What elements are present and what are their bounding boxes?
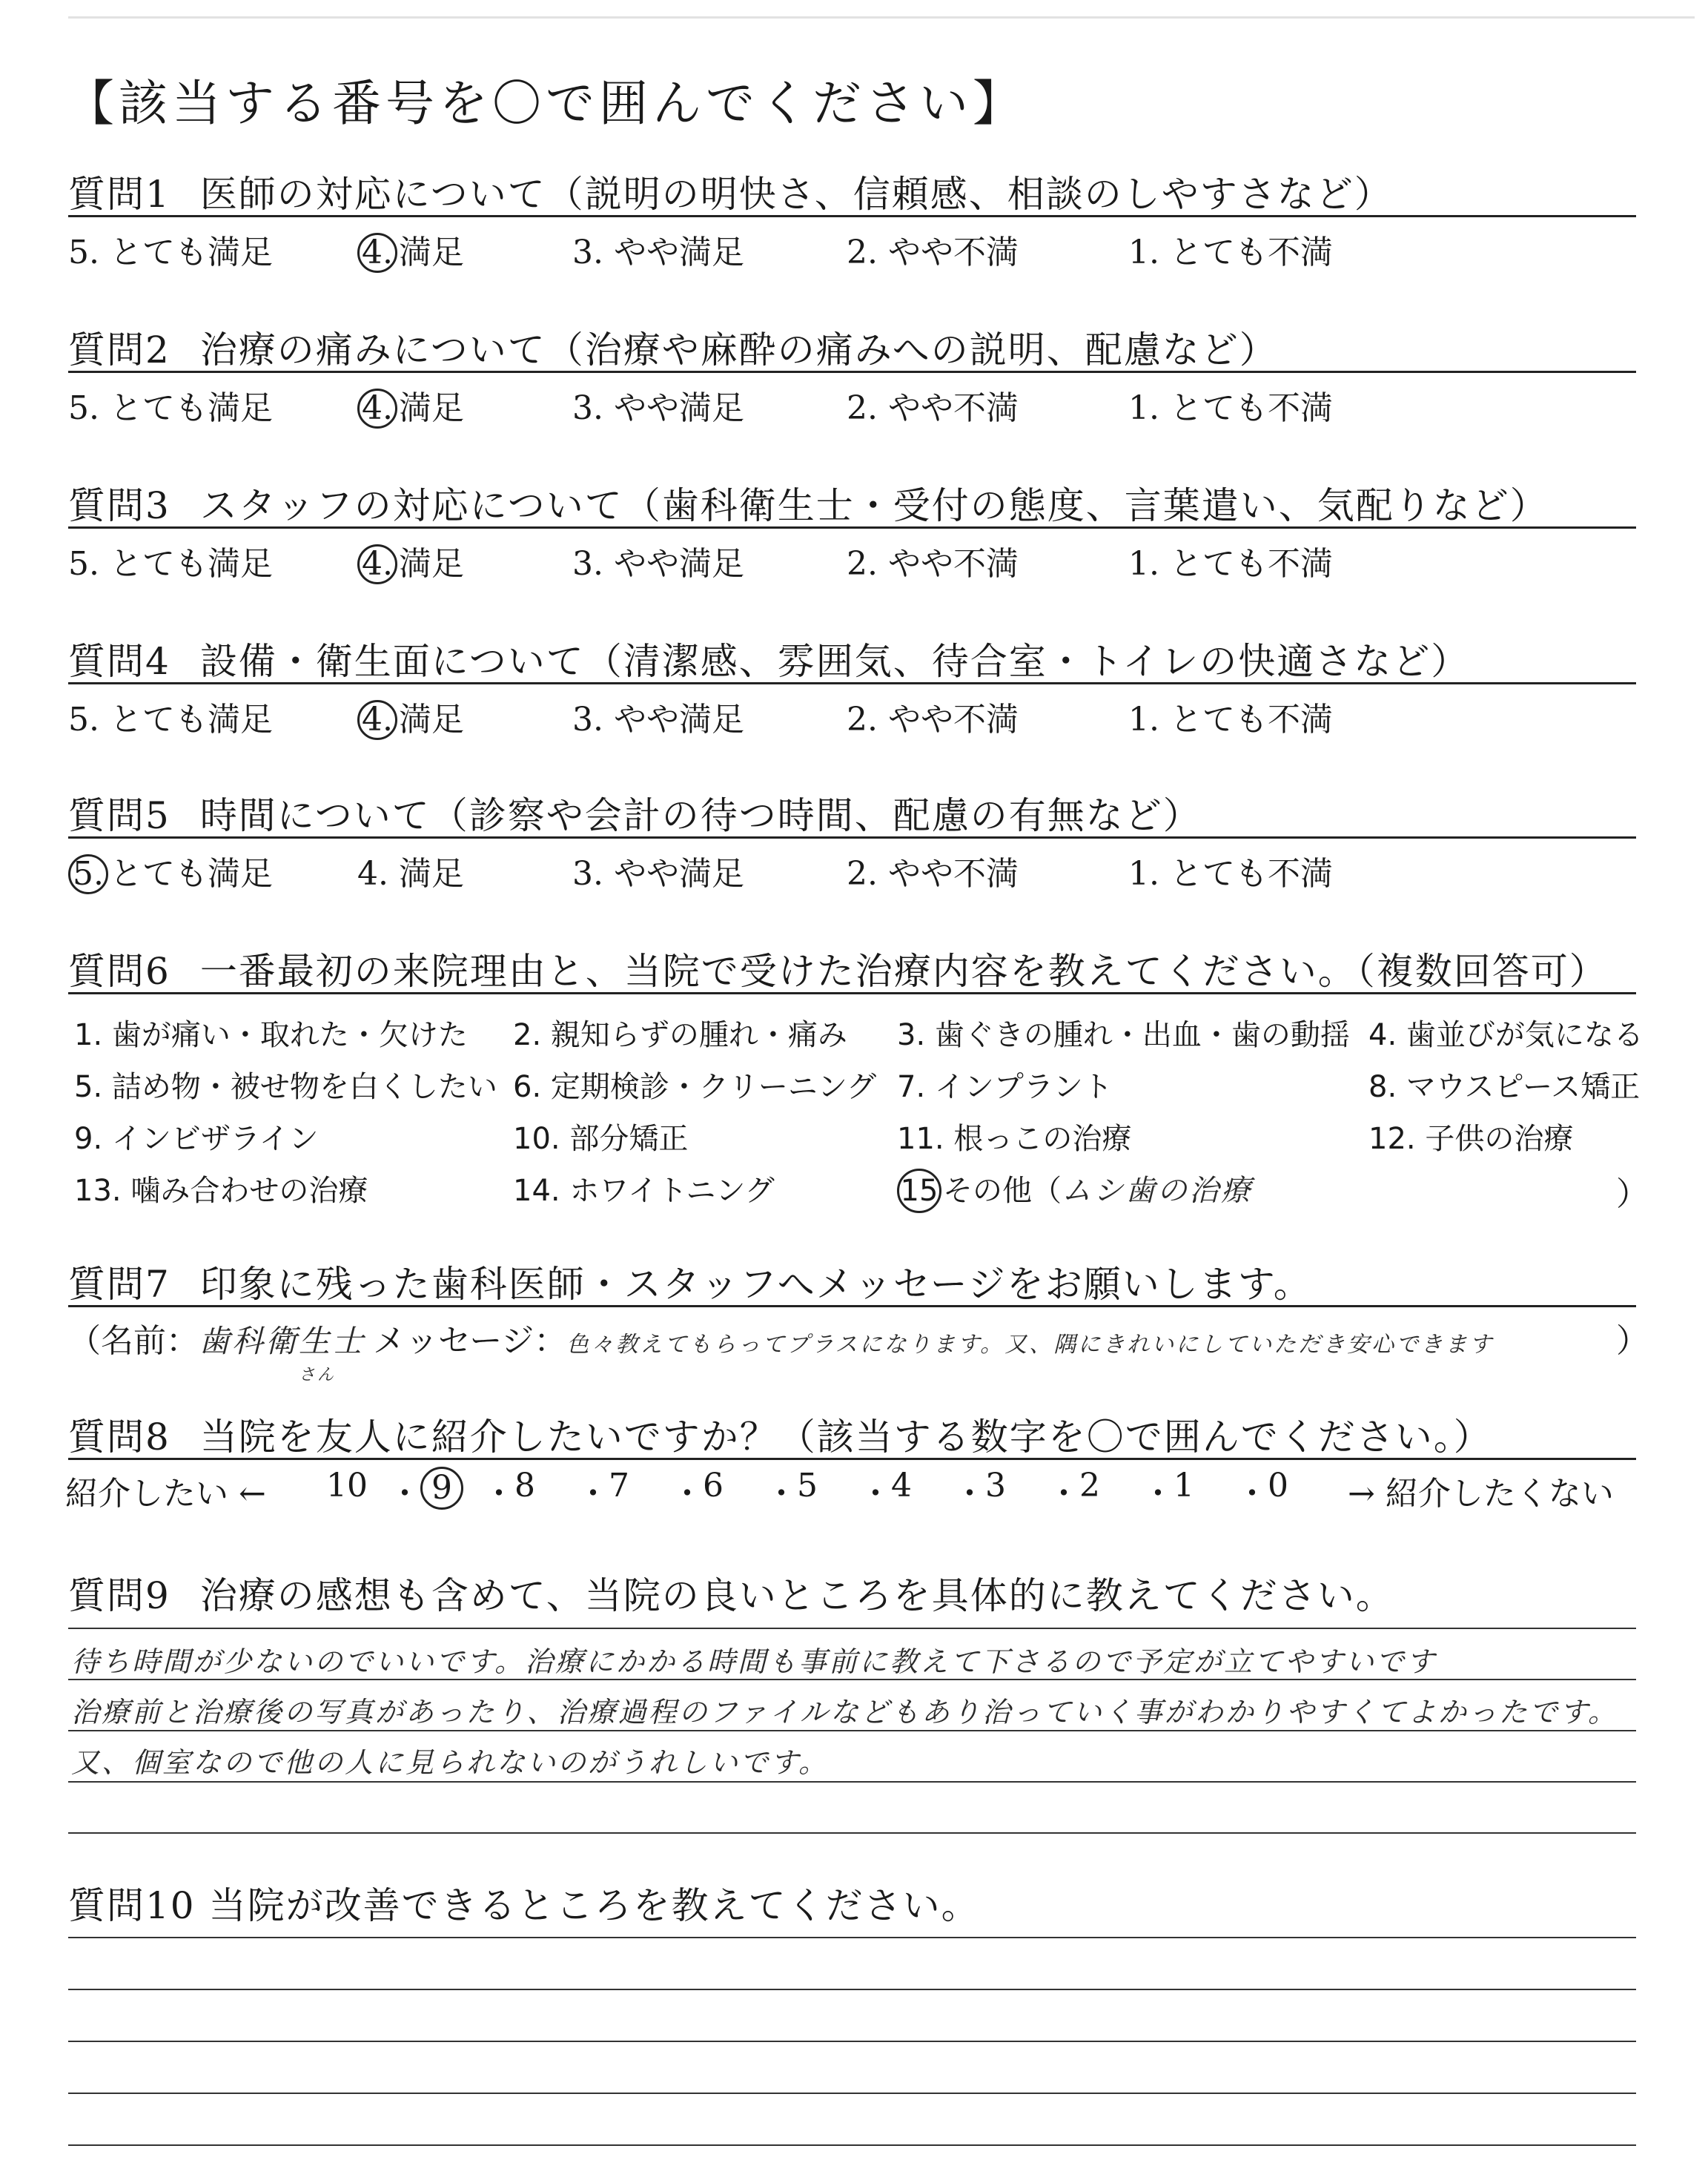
question-6-underline (68, 992, 1636, 994)
rating-option[interactable] (357, 693, 464, 740)
scale-value[interactable]: 10 (326, 1467, 368, 1505)
scale-value[interactable]: 2 (1079, 1467, 1100, 1505)
question-number: 質問1 (68, 173, 171, 216)
question-2-underline (68, 371, 1636, 373)
rating-option[interactable]: 1. とても不満 (1128, 545, 1333, 583)
staff-name-suffix: さん (299, 1366, 337, 1384)
name-label: （名前： (68, 1322, 199, 1360)
question-4-title (68, 632, 1469, 685)
question-number: 質問6 (68, 950, 171, 993)
scale-value[interactable]: 1 (1174, 1467, 1194, 1505)
question-3-underline (68, 526, 1636, 529)
question-text: 一番最初の来院理由と、当院で受けた治療内容を教えてください。（複数回答可） (199, 950, 1608, 993)
question-8-underline (68, 1458, 1636, 1460)
rating-option[interactable]: 5. とても満足 (68, 234, 273, 271)
answer-line (68, 1989, 1636, 1990)
question-9-title (68, 1566, 1394, 1619)
rating-option[interactable]: 3. やや満足 (572, 234, 744, 271)
selected-circle: 4. (357, 233, 397, 273)
choice-item[interactable]: 11. 根っこの治療 (897, 1122, 1132, 1156)
question-text: 設備・衛生面について（清潔感、雰囲気、待合室・トイレの快適さなど） (199, 640, 1470, 683)
scale-value[interactable]: 3 (985, 1467, 1006, 1505)
page-title: 【該当する番号を〇で囲んでください】 (65, 75, 1026, 132)
selected-circle: 15 (897, 1169, 941, 1213)
selected-circle: 9 (420, 1467, 463, 1510)
rating-option[interactable]: 2. やや不満 (847, 855, 1019, 893)
scale-separator: ・ (388, 1475, 421, 1513)
scale-separator: ・ (1047, 1475, 1080, 1513)
scale-value[interactable]: 6 (703, 1467, 724, 1505)
scale-value[interactable] (420, 1467, 465, 1510)
question-text: 治療の感想も含めて、当院の良いところを具体的に教えてください。 (199, 1574, 1394, 1617)
choice-item[interactable]: 12. 子供の治療 (1368, 1122, 1574, 1156)
close-paren: ） (1616, 1175, 1649, 1213)
scale-left-label: 紹介したい ← (65, 1475, 266, 1513)
answer-line (68, 1628, 1636, 1629)
answer-line (68, 2041, 1636, 2042)
question-2-title (68, 320, 1278, 374)
selected-circle: 4. (357, 700, 397, 740)
choice-item[interactable]: 7. インプラント (897, 1070, 1113, 1104)
question-5-underline (68, 836, 1636, 839)
staff-message: 色々教えてもらってプラスになります。又、隅にきれいにしていただき安心できます (566, 1332, 1494, 1358)
option-label: 満足 (399, 701, 464, 739)
selected-circle: 4. (357, 544, 397, 584)
choice-item[interactable]: 9. インビザライン (74, 1122, 319, 1156)
scale-separator: ・ (765, 1475, 798, 1513)
rating-option[interactable]: 2. やや不満 (847, 234, 1019, 271)
question-number: 質問3 (68, 484, 171, 527)
choice-item[interactable]: 3. 歯ぐきの腫れ・出血・歯の動揺 (897, 1018, 1350, 1052)
question-text: 当院を友人に紹介したいですか？（該当する数字を〇で囲んでください。） (199, 1416, 1492, 1459)
close-paren: ） (1616, 1322, 1649, 1360)
selected-circle: 5. (68, 854, 108, 894)
staff-message-row (68, 1314, 1494, 1384)
scale-value[interactable]: 7 (609, 1467, 629, 1505)
scale-separator: ・ (1142, 1475, 1174, 1513)
rating-options (0, 225, 1708, 270)
rating-option[interactable]: 1. とても不満 (1128, 855, 1333, 893)
question-3-title (68, 476, 1549, 529)
other-answer: ムシ歯の治療 (1062, 1174, 1253, 1208)
scale-separator: ・ (671, 1475, 704, 1513)
choice-item[interactable]: 10. 部分矯正 (513, 1122, 689, 1156)
question-6-title (68, 942, 1608, 995)
answer-line (68, 2144, 1636, 2146)
rating-option[interactable] (68, 847, 273, 894)
scale-separator: ・ (1236, 1475, 1268, 1513)
rating-options (0, 381, 1708, 426)
scale-right-label: → 紹介したくない (1348, 1475, 1614, 1513)
choice-item[interactable]: 5. 詰め物・被せ物を白くしたい (74, 1070, 497, 1104)
option-label: 満足 (399, 389, 464, 427)
answer-line (68, 2093, 1636, 2094)
handwritten-answer-line: 又、個室なので他の人に見られないのがうれしいです。 (71, 1746, 829, 1779)
rating-option[interactable]: 3. やや満足 (572, 545, 744, 583)
question-text: 治療の痛みについて（治療や麻酔の痛みへの説明、配慮など） (199, 328, 1278, 371)
question-1-title (68, 165, 1393, 218)
question-8-title (68, 1407, 1492, 1461)
question-number: 質問8 (68, 1416, 171, 1459)
rating-option[interactable] (357, 381, 464, 429)
choice-item[interactable]: 4. 歯並びが気になる (1368, 1018, 1644, 1052)
rating-option[interactable]: 1. とても不満 (1128, 234, 1333, 271)
rating-option[interactable]: 2. やや不満 (847, 389, 1019, 427)
answer-line (68, 1781, 1636, 1783)
option-label: 満足 (399, 234, 464, 271)
rating-option[interactable]: 1. とても不満 (1128, 701, 1333, 739)
rating-option[interactable]: 2. やや不満 (847, 545, 1019, 583)
rating-option[interactable]: 4. 満足 (357, 855, 464, 893)
question-text: 医師の対応について（説明の明快さ、信頼感、相談のしやすさなど） (199, 173, 1393, 216)
rating-option[interactable]: 5. とても満足 (68, 545, 273, 583)
scale-separator: ・ (859, 1475, 892, 1513)
question-5-title (68, 786, 1202, 839)
rating-options (0, 537, 1708, 581)
option-label: とても満足 (110, 855, 273, 893)
rating-option[interactable] (357, 225, 464, 273)
question-number: 質問5 (68, 794, 171, 837)
rating-options (0, 693, 1708, 737)
rating-option[interactable]: 5. とても満足 (68, 701, 273, 739)
selected-circle: 4. (357, 389, 397, 429)
question-number: 質問10 (68, 1884, 196, 1927)
rating-option[interactable]: 5. とても満足 (68, 389, 273, 427)
rating-option[interactable]: 3. やや満足 (572, 855, 744, 893)
handwritten-answer-line: 待ち時間が少ないのでいいです。治療にかかる時間も事前に教えて下さるので予定が立てやすいです (71, 1645, 1437, 1678)
top-divider (68, 16, 1695, 19)
rating-options (0, 847, 1708, 891)
choice-15-other[interactable] (897, 1167, 1253, 1213)
question-text: スタッフの対応について（歯科衛生士・受付の態度、言葉遣い、気配りなど） (199, 484, 1549, 527)
question-text: 当院が改善できるところを教えてください。 (208, 1884, 980, 1927)
scale-value[interactable]: 0 (1268, 1467, 1288, 1505)
question-7-title (68, 1255, 1312, 1308)
choice-item[interactable]: 6. 定期検診・クリーニング (513, 1070, 877, 1104)
scale-value[interactable]: 8 (514, 1467, 535, 1505)
question-number: 質問9 (68, 1574, 171, 1617)
question-1-underline (68, 215, 1636, 217)
scale-value[interactable]: 4 (891, 1467, 912, 1505)
question-number: 質問2 (68, 328, 171, 371)
question-number: 質問4 (68, 640, 171, 683)
answer-line (68, 1730, 1636, 1731)
question-text: 印象に残った歯科医師・スタッフへメッセージをお願いします。 (199, 1263, 1312, 1306)
rating-option[interactable]: 1. とても不満 (1128, 389, 1333, 427)
scale-separator: ・ (483, 1475, 515, 1513)
rating-option[interactable]: 3. やや満足 (572, 701, 744, 739)
scale-value[interactable]: 5 (797, 1467, 818, 1505)
question-7-underline (68, 1305, 1636, 1307)
answer-line (68, 1937, 1636, 1938)
choice-item[interactable]: 14. ホワイトニング (513, 1174, 775, 1208)
question-4-underline (68, 682, 1636, 684)
option-label: 満足 (399, 545, 464, 583)
rating-option[interactable]: 2. やや不満 (847, 701, 1019, 739)
question-10-title (68, 1876, 980, 1929)
handwritten-answer-line: 治療前と治療後の写真があったり、治療過程のファイルなどもあり治っていく事がわかりやすくてよかったです。 (71, 1696, 1618, 1728)
scale-separator: ・ (953, 1475, 986, 1513)
question-text: 時間について（診察や会計の待つ時間、配慮の有無など） (199, 794, 1202, 837)
message-label: メッセージ： (373, 1322, 567, 1360)
question-number: 質問7 (68, 1263, 171, 1306)
rating-option[interactable]: 3. やや満足 (572, 389, 744, 427)
answer-line (68, 1832, 1636, 1834)
scale-separator: ・ (577, 1475, 609, 1513)
other-label: その他（ (943, 1174, 1062, 1208)
rating-option[interactable] (357, 537, 464, 584)
choice-item[interactable]: 13. 噛み合わせの治療 (74, 1174, 368, 1208)
choice-item[interactable]: 2. 親知らずの腫れ・痛み (513, 1018, 847, 1052)
choice-item[interactable]: 8. マウスピース矯正 (1368, 1070, 1641, 1104)
choice-item[interactable]: 1. 歯が痛い・取れた・欠けた (74, 1018, 468, 1052)
staff-name: 歯科衛生士 (199, 1323, 366, 1359)
